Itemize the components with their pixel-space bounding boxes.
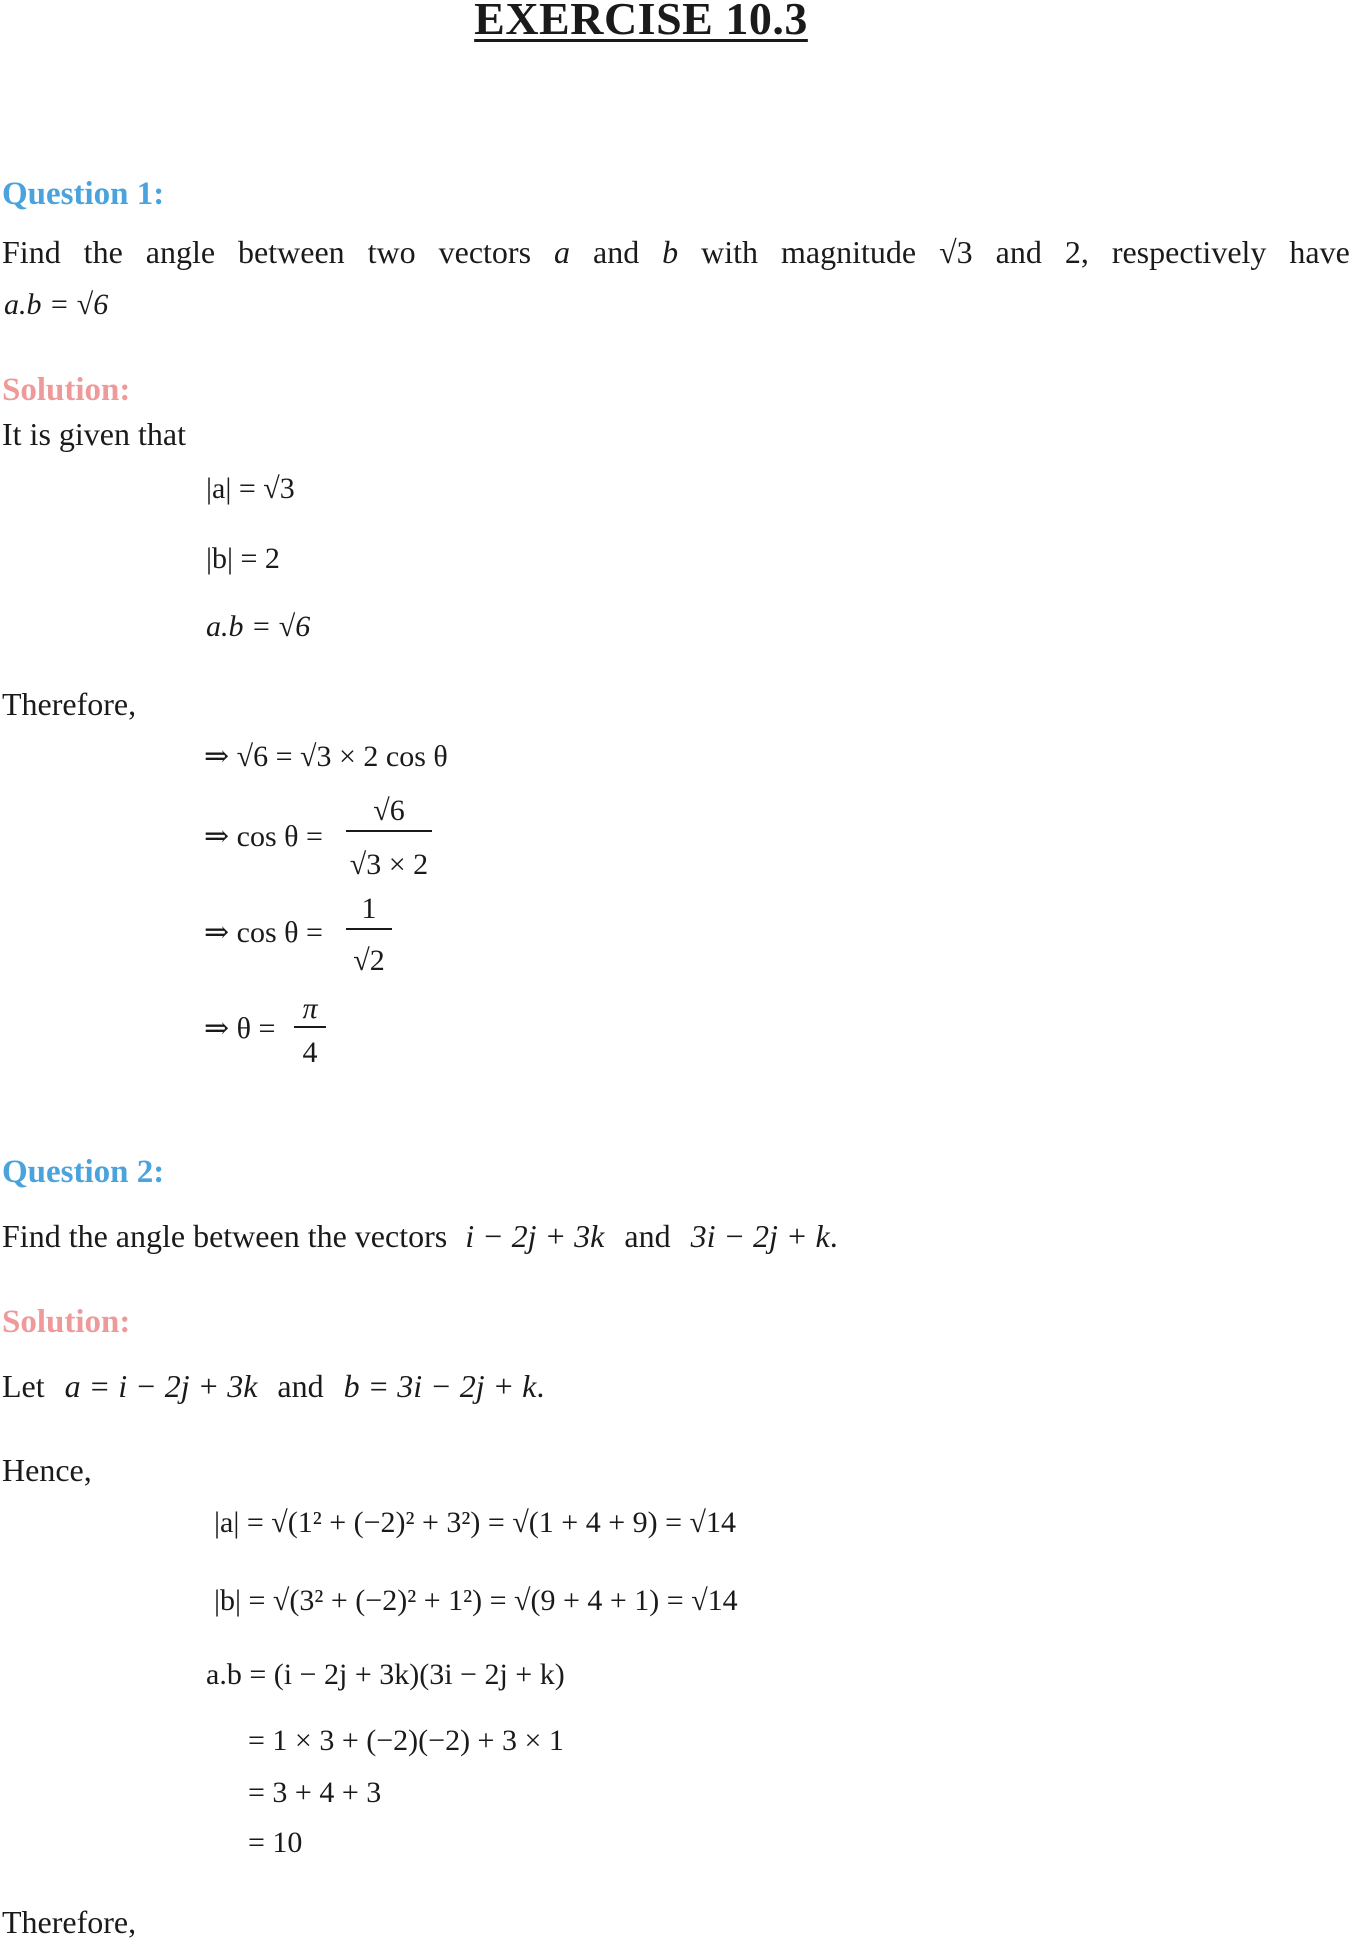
question-1-text-line-2: a.b = √6 <box>4 288 109 321</box>
let-period: . <box>536 1368 545 1404</box>
q1-word: between <box>238 234 345 270</box>
q1-root-3: √3 <box>939 234 973 270</box>
q1-word: angle <box>145 234 216 270</box>
q2-vector-2: 3i − 2j + k <box>690 1218 830 1254</box>
dot-step-3: = 10 <box>248 1826 303 1859</box>
given-magnitude-b: |b| = 2 <box>206 542 280 575</box>
step-1: ⇒ √6 = √3 × 2 cos θ <box>204 740 448 773</box>
solution-2-therefore: Therefore, <box>2 1904 137 1940</box>
solution-1-intro: It is given that <box>2 416 186 452</box>
step-4-lhs: ⇒ θ = <box>204 1012 276 1045</box>
let-vector-a: a = i − 2j + 3k <box>64 1368 258 1404</box>
q2-vector-1: i − 2j + 3k <box>465 1218 605 1254</box>
magnitude-b: |b| = √(3² + (−2)² + 1²) = √(9 + 4 + 1) = √14 <box>214 1584 738 1617</box>
q1-word: respectively <box>1111 234 1267 270</box>
q1-word: magnitude <box>781 234 917 270</box>
question-1-heading: Question 1: <box>2 176 165 212</box>
step-2-lhs: ⇒ cos θ = <box>204 820 323 853</box>
exercise-title: EXERCISE 10.3 <box>474 0 808 44</box>
solution-2-heading: Solution: <box>2 1304 131 1340</box>
let-word: Let <box>2 1368 45 1404</box>
q1-word: with <box>701 234 759 270</box>
given-magnitude-a: |a| = √3 <box>206 472 295 505</box>
step-2-numerator: √6 <box>346 796 432 832</box>
step-3-lhs: ⇒ cos θ = <box>204 916 323 949</box>
q1-word: two <box>367 234 416 270</box>
dot-step-2: = 3 + 4 + 3 <box>248 1776 382 1809</box>
q1-word: Find <box>2 234 61 270</box>
let-and: and <box>277 1368 324 1404</box>
step-4-numerator: π <box>294 994 326 1028</box>
q2-text-prefix: Find the angle between the vectors <box>2 1218 448 1254</box>
q1-word: have <box>1289 234 1350 270</box>
q2-text-and: and <box>624 1218 671 1254</box>
solution-1-therefore: Therefore, <box>2 686 137 722</box>
q1-word: the <box>83 234 123 270</box>
question-2-text <box>2 1220 838 1252</box>
let-vector-b: b = 3i − 2j + k <box>343 1368 537 1404</box>
step-3-numerator: 1 <box>346 894 392 930</box>
question-1-text-line-1 <box>2 236 1350 268</box>
q1-vector-a: a <box>554 234 570 270</box>
solution-1-heading: Solution: <box>2 372 131 408</box>
q1-word: and <box>995 234 1042 270</box>
q2-period: . <box>829 1218 838 1254</box>
q1-word: vectors <box>438 234 532 270</box>
step-4-denominator: 4 <box>302 1036 318 1069</box>
question-2-heading: Question 2: <box>2 1154 165 1190</box>
step-2-denominator: √3 × 2 <box>349 848 429 881</box>
solution-2-hence: Hence, <box>2 1452 92 1488</box>
dot-step-1: = 1 × 3 + (−2)(−2) + 3 × 1 <box>248 1724 564 1757</box>
q1-word: and <box>592 234 640 270</box>
step-3-denominator: √2 <box>353 944 385 977</box>
dot-product-expansion: a.b = (i − 2j + 3k)(3i − 2j + k) <box>206 1658 565 1691</box>
solution-2-let <box>2 1370 544 1402</box>
q1-vector-b: b <box>662 234 679 270</box>
q1-word: 2, <box>1064 234 1089 270</box>
given-dot-product: a.b = √6 <box>206 610 311 643</box>
magnitude-a: |a| = √(1² + (−2)² + 3²) = √(1 + 4 + 9) = √14 <box>214 1506 736 1539</box>
